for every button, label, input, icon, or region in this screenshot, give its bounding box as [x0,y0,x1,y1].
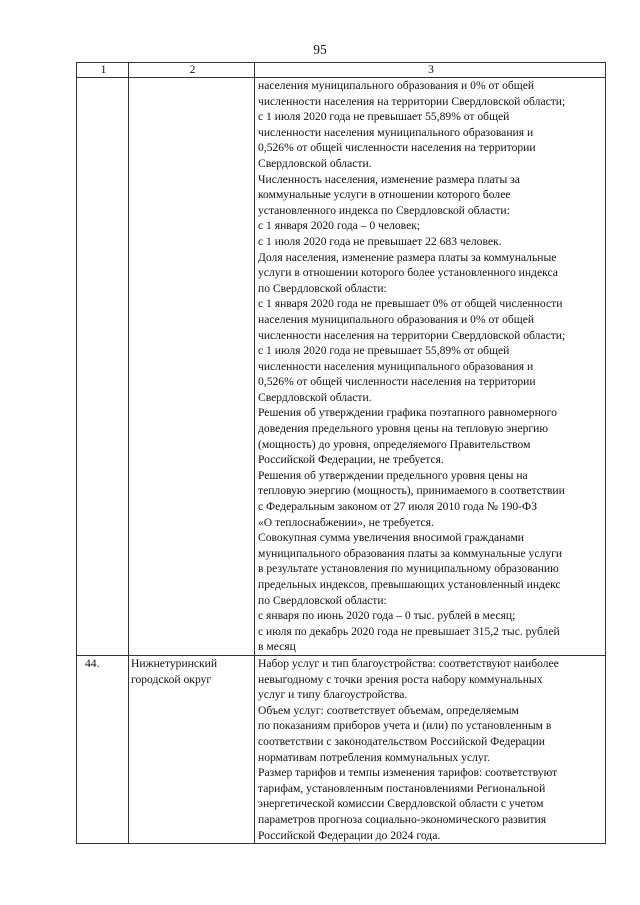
text-line: Размер тарифов и темпы изменения тарифов: соответствуют [258,766,558,780]
text-line: коммунальные услуги в отношении которого более [258,188,511,202]
text-line: по Свердловской области: [258,281,387,295]
header-col-3: 3 [255,63,606,78]
text-line: с 1 июля 2020 года не превышает 55,89% от общей [258,344,510,358]
text-line: численности населения муниципального образования и [258,125,534,139]
text-line: 0,526% от общей численности населения на территории [258,375,536,389]
text-line: с 1 января 2020 года – 0 человек; [258,219,421,233]
row-name-cell [129,78,255,656]
text-line: в месяц [258,640,296,654]
row-number-cell: 44. [77,655,129,843]
text-line: Свердловской области. [258,156,372,170]
text-line: в результате установления по муниципальному образованию [258,562,559,576]
text-line: населения муниципального образования и 0% от общей [258,79,535,92]
table-row [77,78,606,656]
row-content-cell [255,655,606,843]
text-line: с 1 июля 2020 года не превышает 55,89% от общей [258,110,510,124]
text-line: Решения об утверждении предельного уровня цены на [258,468,528,482]
text-line: Доля населения, изменение размера платы за коммунальные [258,250,557,264]
document-table [76,62,606,844]
text-line: численности населения на территории Свердловской области; [258,94,566,108]
municipality-name-line: Нижнетуринский [131,656,218,670]
table-header-row [77,63,606,78]
text-line: с 1 января 2020 года не превышает 0% от общей численности [258,297,563,311]
text-line: услуг и типу благоустройства. [258,688,408,702]
text-line: с января по июнь 2020 года – 0 тыс. рублей в месяц; [258,609,516,623]
text-line: Численность населения, изменение размера платы за [258,172,520,186]
page-number: 95 [313,42,327,57]
text-line: тарифам, установленным постановлениями Региональной [258,781,546,795]
text-line: параметров прогноза социально-экономического развития [258,812,547,826]
text-line: тепловую энергию (мощность), принимаемого в соответствии [258,484,565,498]
text-line: Российской Федерации до 2024 года. [258,828,441,842]
text-line: энергетической комиссии Свердловской области с учетом [258,797,544,811]
text-line: установленного индекса по Свердловской области: [258,203,510,217]
row-name-cell [129,655,255,843]
text-line: соответствии с законодательством Российской Федерации [258,734,545,748]
text-line: Решения об утверждении графика поэтапного равномерного [258,406,557,420]
text-line: с июля по декабрь 2020 года не превышает 315,2 тыс. рублей [258,624,560,638]
text-line: «О теплоснабжении», не требуется. [258,515,434,529]
text-line: Свердловской области. [258,390,372,404]
text-line: численности населения муниципального образования и [258,359,534,373]
text-line: 0,526% от общей численности населения на территории [258,141,536,155]
text-line: Объем услуг: соответствует объемам, определяемым [258,703,519,717]
text-line: Российской Федерации, не требуется. [258,453,444,467]
row-content-cell [255,78,606,656]
text-line: с 1 июля 2020 года не превышает 22 683 человек. [258,234,502,248]
header-col-2: 2 [129,63,255,78]
text-line: по Свердловской области: [258,593,387,607]
text-line: доведения предельного уровня цены на тепловую энергию [258,422,549,436]
text-line: с Федеральным законом от 27 июля 2010 года № 190-ФЗ [258,500,538,514]
row-number-cell [77,78,129,656]
header-col-1: 1 [77,63,129,78]
text-line: Набор услуг и тип благоустройства: соответствуют наиболее [258,656,559,670]
text-line: предельных индексов, превышающих установленный индекс [258,578,561,591]
text-line: невыгодному с точки зрения роста набору коммунальных [258,672,543,686]
text-line: Совокупная сумма увеличения вносимой гражданами [258,531,524,545]
text-line: по показаниям приборов учета и (или) по установленным в [258,719,552,733]
text-line: нормативам потребления коммунальных услуг. [258,750,491,764]
municipality-name-line: городской округ [131,672,212,686]
text-line: услуги в отношении которого более установленного индекса [258,266,558,280]
text-line: численности населения на территории Свердловской области; [258,328,566,342]
table-row [77,655,606,843]
text-line: (мощность) до уровня, определяемого Правительством [258,437,531,451]
text-line: населения муниципального образования и 0% от общей [258,312,535,326]
text-line: муниципального образования платы за коммунальные услуги [258,546,563,560]
